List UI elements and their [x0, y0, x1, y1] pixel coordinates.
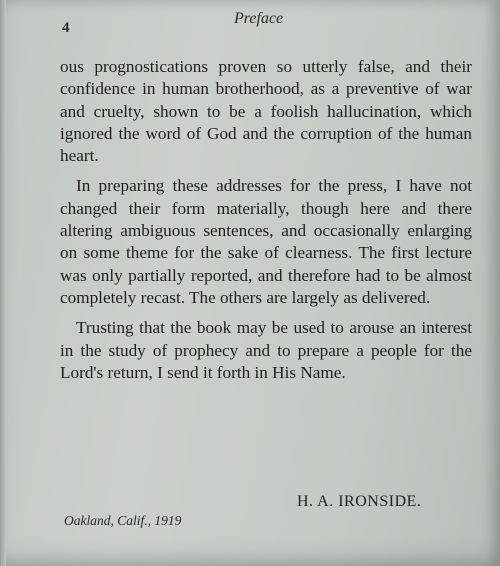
author-signature: H. A. IRONSIDE.	[297, 493, 422, 510]
paragraph-preparing: In preparing these addresses for the press, I have not changed their form materially, though here and there altering ambiguous sentences, and occasionally enlarging on some theme for the sake of clearness. The first lecture was only partially reported, and therefore had to be almost completely recast. The others are largely as delivered.	[60, 176, 472, 307]
paragraph-trusting: Trusting that the book may be used to arouse an interest in the study of prophecy and to prepare a people for the Lord's return, I send it forth in His Name.	[60, 318, 472, 382]
running-title: Preface	[234, 10, 284, 27]
place-date: Oakland, Calif., 1919	[64, 513, 182, 528]
paragraph-continued: ous prognostications proven so utterly false, and their confidence in human brotherhood, as a preventive of war and cruelty, shown to be a foolish hallucination, which ignored the word of God and the corruption of the human heart.	[60, 57, 472, 166]
page-edge	[0, 0, 6, 566]
page-number: 4	[62, 20, 70, 36]
preface-body	[60, 56, 472, 384]
page-header	[0, 0, 500, 40]
